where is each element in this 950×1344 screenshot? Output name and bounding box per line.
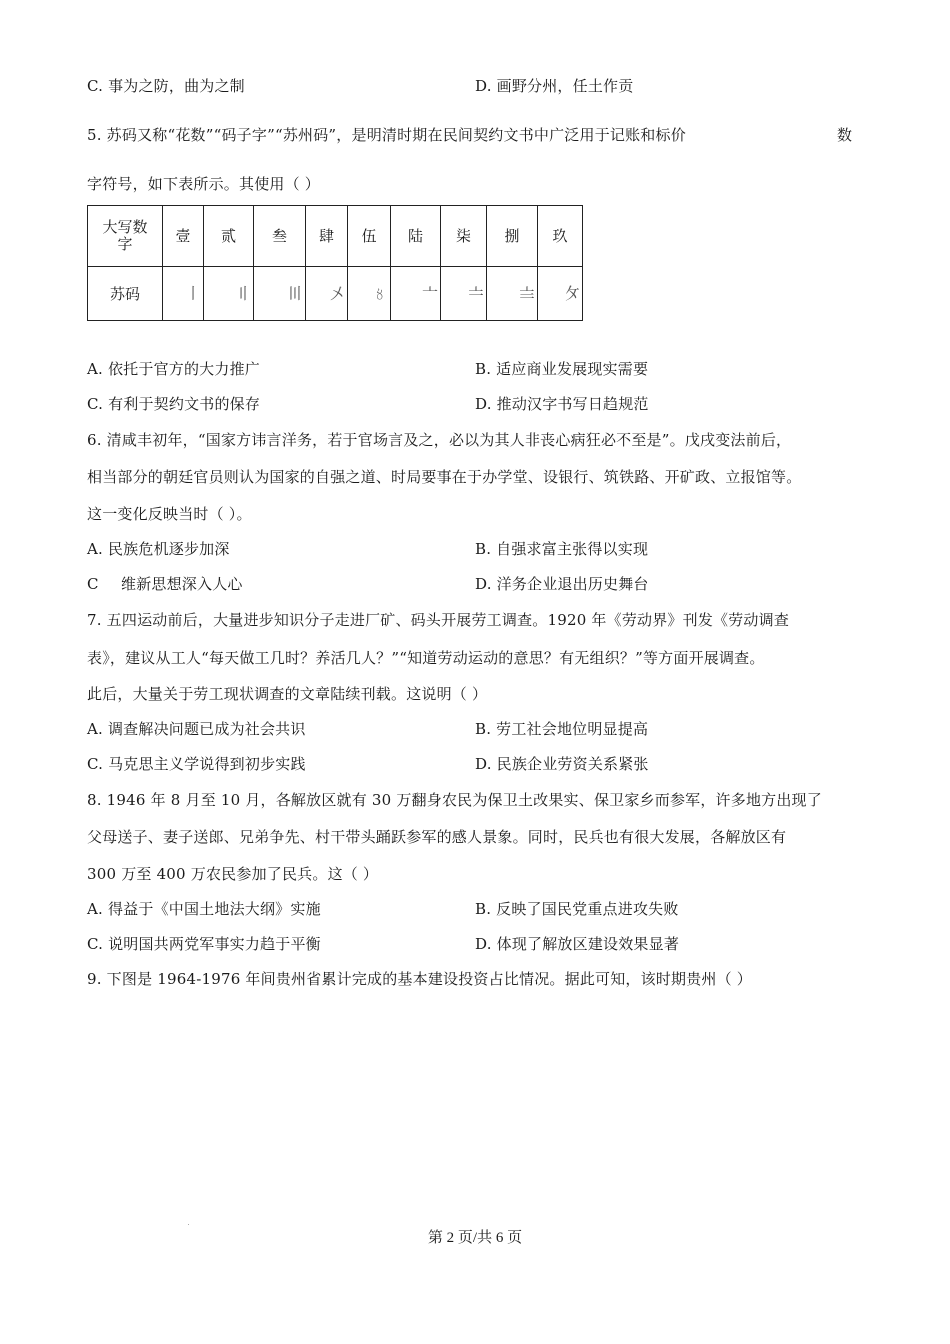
numeral-cell: 伍: [348, 206, 391, 267]
q8-stem-line1: 8. 1946 年 8 月至 10 月，各解放区就有 30 万翻身农民为保卫土改果实、保卫家乡而参军，许多地方出现了: [87, 791, 822, 809]
q5-option-a: A. 依托于官方的大力推广: [87, 360, 260, 378]
q6-stem-line2: 相当部分的朝廷官员则认为国家的自强之道、时局要事在于办学堂、设银行、筑铁路、开矿政、立报馆等。: [87, 468, 802, 486]
suzhou-numeral-table: [87, 205, 583, 321]
suzhou-glyph: 〣: [286, 283, 303, 303]
suzhou-cell: [204, 267, 254, 321]
q8-stem-line2: 父母送子、妻子送郎、兄弟争先、村干带头踊跃参军的感人景象。同时，民兵也有很大发展，各解放区有: [87, 828, 787, 846]
numeral-cell: 贰: [204, 206, 254, 267]
q5-option-b: B. 适应商业发展现实需要: [475, 360, 649, 378]
q7-option-d: D. 民族企业劳资关系紧张: [475, 755, 649, 773]
q6-stem-line1: 6. 清咸丰初年，“国家方讳言洋务，若于官场言及之，必以为其人非丧心病狂必不至是”。戊戌变法前后，: [87, 431, 792, 449]
q9-stem-line1: 9. 下图是 1964-1976 年间贵州省累计完成的基本建设投资占比情况。据此可知，该时期贵州（ ）: [87, 970, 753, 988]
q6-option-d: D. 洋务企业退出历史舞台: [475, 575, 649, 593]
q5-stem-line1-tail: 数: [837, 126, 853, 144]
suzhou-cell: [391, 267, 441, 321]
suzhou-glyph: 〨: [518, 283, 535, 303]
table-row-suzhou: [88, 267, 583, 321]
q6-option-c-text: 维新思想深入人心: [121, 575, 243, 593]
page-number: 第 2 页/共 6 页: [427, 1230, 523, 1246]
suzhou-cell: [538, 267, 583, 321]
q6-option-c-label: C: [87, 575, 99, 593]
q7-option-a: A. 调查解决问题已成为社会共识: [87, 720, 306, 738]
q5-option-c: C. 有利于契约文书的保存: [87, 395, 261, 413]
numeral-cell: 壹: [163, 206, 204, 267]
row-header-numerals: 大写数字: [88, 206, 163, 267]
suzhou-cell: [487, 267, 538, 321]
q7-stem-line3: 此后，大量关于劳工现状调查的文章陆续刊载。这说明（ ）: [87, 685, 488, 703]
numeral-cell: 肆: [306, 206, 348, 267]
numeral-cell: 叁: [254, 206, 306, 267]
suzhou-glyph: 〡: [184, 283, 201, 303]
suzhou-glyph: 〢: [234, 283, 251, 303]
q7-stem-line2: 表》，建议从工人“每天做工几时？养活几人？”“知道劳动运动的意思？有无组织？”等方面开展调查。: [87, 649, 765, 667]
stray-dot: [188, 1224, 189, 1225]
q6-option-b: B. 自强求富主张得以实现: [475, 540, 649, 558]
q8-stem-line3: 300 万至 400 万农民参加了民兵。这（ ）: [87, 865, 379, 883]
numeral-cell: 玖: [538, 206, 583, 267]
numeral-cell: 陆: [391, 206, 441, 267]
suzhou-glyph: 〤: [328, 283, 345, 303]
suzhou-glyph: 〥: [371, 283, 388, 303]
q8-option-b: B. 反映了国民党重点进攻失败: [475, 900, 679, 918]
q8-option-c: C. 说明国共两党军事实力趋于平衡: [87, 935, 321, 953]
q8-option-d: D. 体现了解放区建设效果显著: [475, 935, 680, 953]
suzhou-cell: [306, 267, 348, 321]
suzhou-cell: [348, 267, 391, 321]
q6-stem-line3: 这一变化反映当时（ ）。: [87, 505, 252, 523]
q5-stem-line1: 5. 苏码又称“花数”“码子字”“苏州码”，是明清时期在民间契约文书中广泛用于记账和标价: [87, 126, 686, 144]
numeral-cell: 柒: [441, 206, 487, 267]
q5-option-d: D. 推动汉字书写日趋规范: [475, 395, 649, 413]
suzhou-glyph: 〦: [421, 283, 438, 303]
q7-stem-line1: 7. 五四运动前后，大量进步知识分子走进厂矿、码头开展劳工调查。1920 年《劳动界》刊发《劳动调查: [87, 611, 790, 629]
q7-option-c: C. 马克思主义学说得到初步实践: [87, 755, 306, 773]
q8-option-a: A. 得益于《中国土地法大纲》实施: [87, 900, 321, 918]
numeral-cell: 捌: [487, 206, 538, 267]
q4-option-c: C. 事为之防，曲为之制: [87, 77, 245, 95]
q4-option-d: D. 画野分州，任土作贡: [475, 77, 634, 95]
suzhou-cell: [163, 267, 204, 321]
row-header-suzhou: 苏码: [88, 267, 163, 321]
q5-stem-line2: 字符号，如下表所示。其使用（ ）: [87, 175, 320, 193]
table-row-numerals: [88, 206, 583, 267]
suzhou-glyph: 〩: [563, 283, 580, 303]
suzhou-cell: [254, 267, 306, 321]
suzhou-cell: [441, 267, 487, 321]
q6-option-a: A. 民族危机逐步加深: [87, 540, 230, 558]
q7-option-b: B. 劳工社会地位明显提高: [475, 720, 649, 738]
suzhou-glyph: 〧: [467, 283, 484, 303]
